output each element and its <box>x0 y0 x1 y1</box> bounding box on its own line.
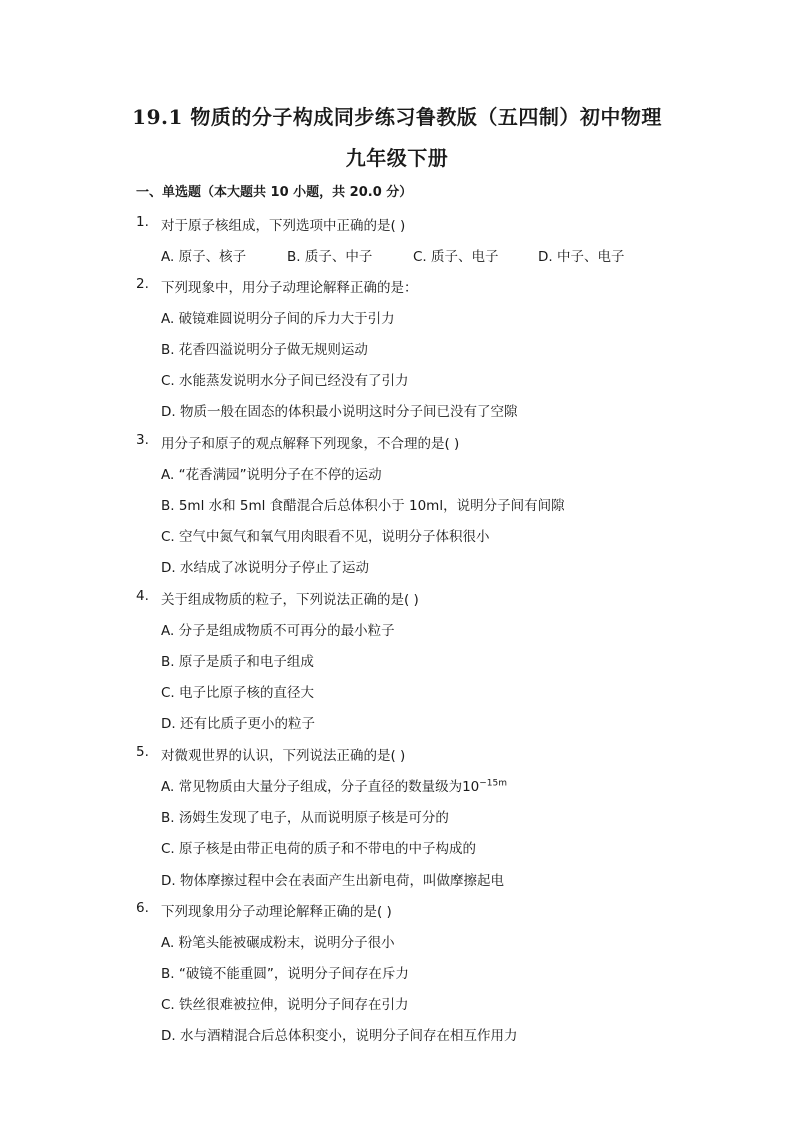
document-subtitle: 九年级下册 <box>345 146 449 170</box>
option-c: C. 空气中氮气和氧气用肉眼看不见，说明分子体积很小 <box>161 529 490 545</box>
question-text: 对微观世界的认识，下列说法正确的是( ) <box>161 748 406 764</box>
section-heading: 一、单选题（本大题共 10 小题，共 20.0 分） <box>136 185 413 200</box>
question-number: 1. <box>136 214 149 230</box>
option-a: A. 分子是组成物质不可再分的最小粒子 <box>161 623 395 639</box>
question-text: 用分子和原子的观点解释下列现象，不合理的是( ) <box>161 436 460 452</box>
option-c: C. 原子核是由带正电荷的质子和不带电的中子构成的 <box>161 841 477 857</box>
question-text: 对于原子核组成，下列选项中正确的是( ) <box>161 218 406 234</box>
option-b: B. “破镜不能重圆”，说明分子间存在斥力 <box>161 966 409 982</box>
question-text: 下列现象用分子动理论解释正确的是( ) <box>161 904 392 920</box>
option-b: B. 5ml 水和 5ml 食醋混合后总体积小于 10ml，说明分子间有间隙 <box>161 498 565 514</box>
option-d: D. 还有比质子更小的粒子 <box>161 716 315 732</box>
option-b: B. 花香四溢说明分子做无规则运动 <box>161 342 368 358</box>
question-text: 下列现象中，用分子动理论解释正确的是： <box>161 280 418 296</box>
option-a: A. “花香满园”说明分子在不停的运动 <box>161 467 382 483</box>
option-c: C. 电子比原子核的直径大 <box>161 685 315 701</box>
question-number: 5. <box>136 744 149 760</box>
question-text: 关于组成物质的粒子，下列说法正确的是( ) <box>161 592 419 608</box>
question-number: 2. <box>136 276 149 292</box>
question-number: 3. <box>136 432 149 448</box>
option-d: D. 物质一般在固态的体积最小说明这时分子间已没有了空隙 <box>161 404 518 420</box>
option-a: A. 粉笔头能被碾成粉末，说明分子很小 <box>161 935 395 951</box>
question-number: 6. <box>136 900 149 916</box>
exponent: −15m <box>479 778 508 789</box>
document-title: 19.1 物质的分子构成同步练习鲁教版（五四制）初中物理 <box>132 105 662 129</box>
option-a <box>161 775 507 795</box>
option-c: C. 质子、电子 <box>413 249 499 265</box>
option-c: C. 水能蒸发说明水分子间已经没有了引力 <box>161 373 409 389</box>
option-b: B. 汤姆生发现了电子，从而说明原子核是可分的 <box>161 810 449 826</box>
option-d: D. 物体摩擦过程中会在表面产生出新电荷，叫做摩擦起电 <box>161 873 504 889</box>
option-d: D. 中子、电子 <box>538 249 625 265</box>
option-a: A. 原子、核子 <box>161 249 247 265</box>
option-c: C. 铁丝很难被拉伸，说明分子间存在引力 <box>161 997 409 1013</box>
question-number: 4. <box>136 588 149 604</box>
option-b: B. 质子、中子 <box>287 249 373 265</box>
option-b: B. 原子是质子和电子组成 <box>161 654 314 670</box>
option-d: D. 水与酒精混合后总体积变小，说明分子间存在相互作用力 <box>161 1028 518 1044</box>
option-d: D. 水结成了冰说明分子停止了运动 <box>161 560 369 576</box>
option-a: A. 破镜难圆说明分子间的斥力大于引力 <box>161 311 395 327</box>
option-a-text: A. 常见物质由大量分子组成，分子直径的数量级为10 <box>161 779 480 795</box>
